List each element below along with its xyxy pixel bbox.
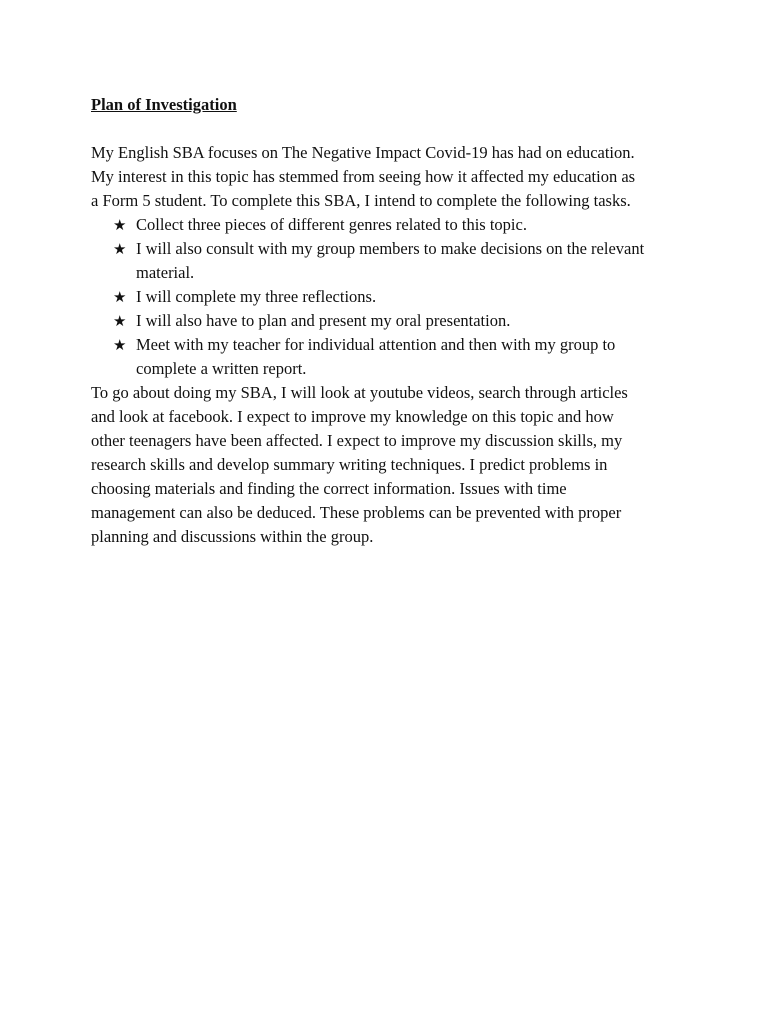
task-line: Collect three pieces of different genres related to this topic. bbox=[136, 215, 527, 234]
closing-line: management can also be deduced. These problems can be prevented with proper bbox=[91, 503, 622, 522]
closing-line: and look at facebook. I expect to improve my knowledge on this topic and how bbox=[91, 407, 614, 426]
intro-line: My interest in this topic has stemmed from seeing how it affected my education as bbox=[91, 167, 636, 186]
task-list-item bbox=[91, 237, 691, 285]
star-bullet-icon: ★ bbox=[113, 240, 127, 258]
task-line: I will complete my three reflections. bbox=[136, 287, 377, 306]
closing-paragraph bbox=[91, 381, 691, 549]
task-line: Meet with my teacher for individual attention and then with my group to bbox=[136, 335, 616, 354]
closing-line: other teenagers have been affected. I expect to improve my discussion skills, my bbox=[91, 431, 623, 450]
task-list-item bbox=[91, 213, 691, 237]
task-line: I will also have to plan and present my oral presentation. bbox=[136, 311, 511, 330]
closing-line: planning and discussions within the group. bbox=[91, 527, 374, 546]
star-bullet-icon: ★ bbox=[113, 312, 127, 330]
intro-line: My English SBA focuses on The Negative Impact Covid-19 has had on education. bbox=[91, 143, 635, 162]
task-line: complete a written report. bbox=[136, 359, 307, 378]
task-list-item bbox=[91, 285, 691, 309]
task-line: I will also consult with my group members to make decisions on the relevant bbox=[136, 239, 645, 258]
star-bullet-icon: ★ bbox=[113, 216, 127, 234]
closing-line: research skills and develop summary writing techniques. I predict problems in bbox=[91, 455, 608, 474]
closing-line: To go about doing my SBA, I will look at youtube videos, search through articles bbox=[91, 383, 628, 402]
document-content bbox=[91, 93, 691, 549]
task-line: material. bbox=[136, 263, 195, 282]
task-list-item bbox=[91, 333, 691, 381]
closing-line: choosing materials and finding the correct information. Issues with time bbox=[91, 479, 567, 498]
document-heading: Plan of Investigation bbox=[91, 95, 237, 114]
task-list bbox=[91, 213, 691, 381]
star-bullet-icon: ★ bbox=[113, 288, 127, 306]
star-bullet-icon: ★ bbox=[113, 336, 127, 354]
intro-line: a Form 5 student. To complete this SBA, I intend to complete the following tasks. bbox=[91, 191, 631, 210]
task-list-item bbox=[91, 309, 691, 333]
intro-paragraph bbox=[91, 141, 691, 213]
